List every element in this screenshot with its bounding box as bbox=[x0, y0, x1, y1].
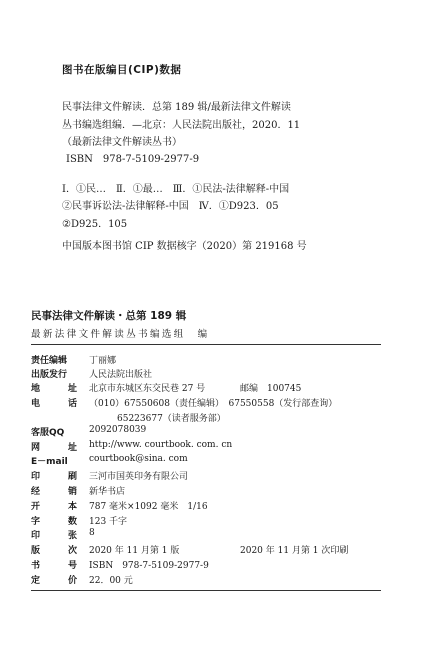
info-value: 新华书店 bbox=[89, 487, 126, 497]
info-value: 三河市国英印务有限公司 bbox=[89, 472, 189, 482]
info-value: http://www. courtbook. com. cn bbox=[89, 440, 233, 450]
info-value: 2020 年 11 月第 1 版 bbox=[89, 546, 180, 556]
info-value: （010）67550608（责任编辑） 67550558（发行部查询） bbox=[89, 399, 338, 409]
cip-title: 图书在版编目(CIP)数据 bbox=[62, 64, 182, 76]
info-label: 出版发行 bbox=[31, 370, 68, 380]
divider bbox=[31, 344, 381, 345]
info-label: 印 张 bbox=[31, 531, 77, 541]
cip-line: Ⅰ．①民… Ⅱ．①最… Ⅲ．①民法-法律解释-中国 bbox=[62, 184, 290, 195]
info-label: 字 数 bbox=[31, 517, 77, 527]
info-value: courtbook@sina. com bbox=[89, 454, 188, 464]
info-value-secondary: 邮编 100745 bbox=[240, 384, 302, 394]
info-value: 北京市东城区东交民巷 27 号 bbox=[89, 384, 206, 394]
info-value: 787 毫米×1092 毫米 1/16 bbox=[89, 502, 208, 512]
info-value: 65223677（读者服务部） bbox=[117, 414, 226, 424]
cip-line: 丛书编选组编．—北京：人民法院出版社，2020．11 bbox=[62, 120, 301, 131]
divider bbox=[31, 590, 381, 591]
info-value: 8 bbox=[89, 528, 95, 538]
info-value: 22．00 元 bbox=[89, 576, 133, 586]
cip-line: ②D925．105 bbox=[62, 219, 128, 230]
info-value: 丁丽娜 bbox=[89, 356, 117, 366]
info-value: 123 千字 bbox=[89, 517, 128, 527]
info-label: 书 号 bbox=[31, 561, 77, 571]
cip-line: 中国版本图书馆 CIP 数据核字（2020）第 219168 号 bbox=[62, 241, 307, 252]
info-value: 人民法院出版社 bbox=[89, 370, 153, 380]
cip-line: ISBN 978-7-5109-2977-9 bbox=[66, 154, 200, 165]
info-value: 2092078039 bbox=[89, 425, 147, 435]
info-label: E－mail bbox=[31, 457, 68, 467]
book-title: 民事法律文件解读・总第 189 辑 bbox=[31, 310, 187, 322]
info-label: 客服QQ bbox=[31, 428, 65, 438]
cip-line: ②民事诉讼法-法律解释-中国 Ⅳ．①D923．05 bbox=[62, 201, 279, 212]
info-label: 版 次 bbox=[31, 546, 77, 556]
info-value: ISBN 978-7-5109-2977-9 bbox=[89, 561, 209, 571]
book-editor: 最新法律文件解读丛书编选组 编 bbox=[31, 329, 210, 340]
info-label: 电 话 bbox=[31, 399, 77, 409]
info-label: 印 刷 bbox=[31, 472, 77, 482]
info-label: 开 本 bbox=[31, 502, 77, 512]
cip-line: 民事法律文件解读．总第 189 辑/最新法律文件解读 bbox=[62, 102, 291, 113]
info-label: 责任编辑 bbox=[31, 356, 68, 366]
cip-line: （最新法律文件解读丛书） bbox=[62, 137, 182, 148]
info-label: 经 销 bbox=[31, 487, 77, 497]
info-label: 网 址 bbox=[31, 443, 77, 453]
info-label: 地 址 bbox=[31, 384, 77, 394]
info-value-secondary: 2020 年 11 月第 1 次印刷 bbox=[240, 546, 349, 556]
info-label: 定 价 bbox=[31, 576, 77, 586]
